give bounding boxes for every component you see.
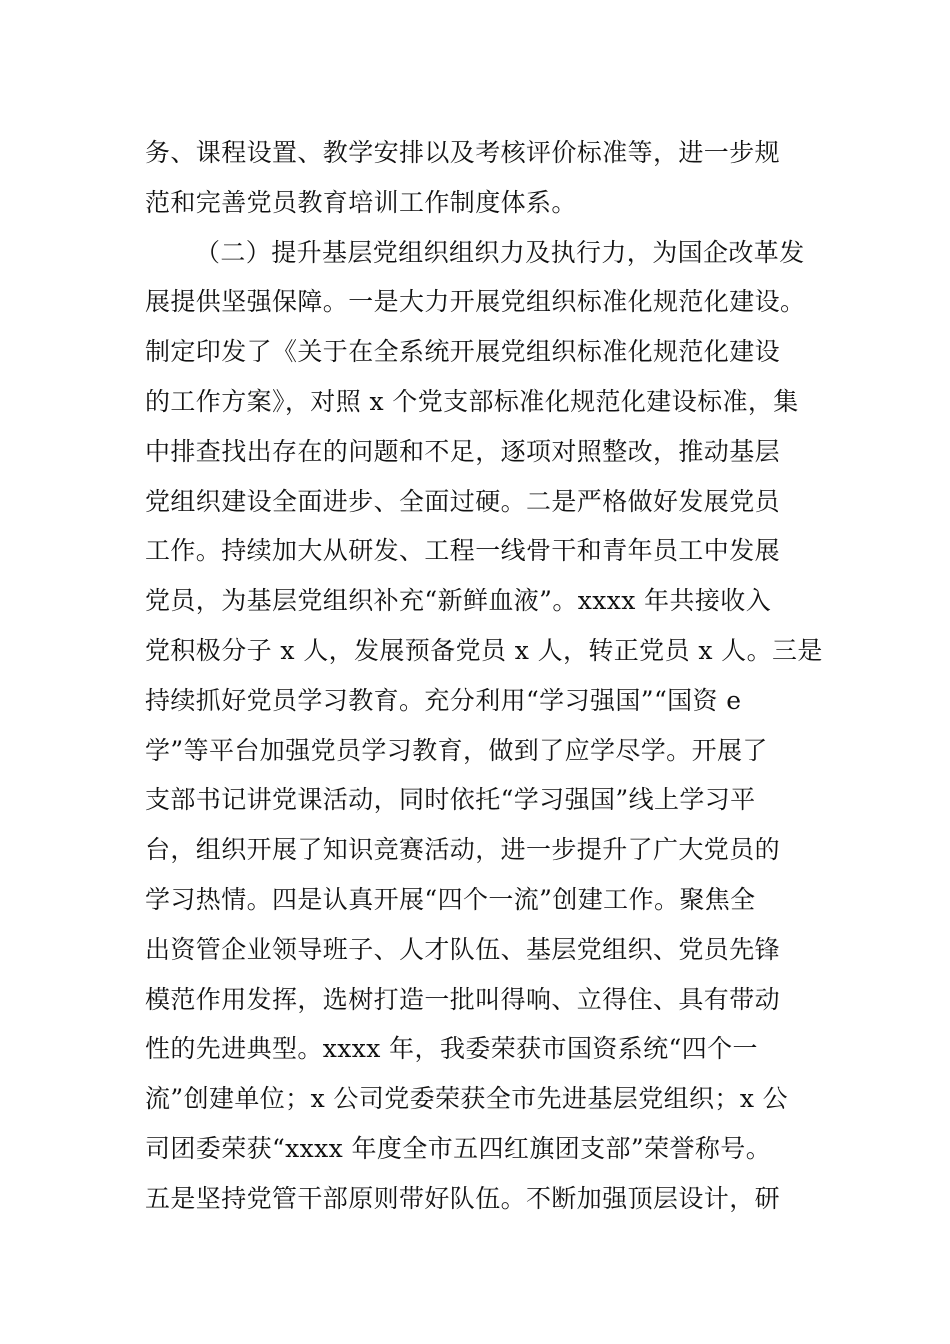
text-line-11: 党积极分子 x 人，发展预备党员 x 人，转正党员 x 人。三是	[145, 635, 823, 665]
text-line-1: 务、课程设置、教学安排以及考核评价标准等，进一步规	[145, 138, 781, 167]
text-line-21: 司团委荣获“xxxx 年度全市五四红旗团支部”荣誉称号。	[145, 1133, 772, 1163]
text-line-10: 党员，为基层党组织补充“新鲜血液”。xxxx 年共接收入	[145, 586, 772, 616]
text-line-8: 党组织建设全面进步、全面过硬。二是严格做好发展党员	[145, 486, 781, 516]
text-line-12: 持续抓好党员学习教育。充分利用“学习强国”“国资 e	[145, 685, 742, 715]
body-text	[145, 128, 825, 1224]
text-line-4: 展提供坚强保障。一是大力开展党组织标准化规范化建设。	[145, 287, 806, 317]
text-line-16: 学习热情。四是认真开展“四个一流”创建工作。聚焦全	[145, 884, 756, 914]
text-line-2: 范和完善党员教育培训工作制度体系。	[145, 187, 577, 217]
text-line-19: 性的先进典型。xxxx 年，我委荣获市国资系统“四个一	[145, 1034, 758, 1064]
text-line-17: 出资管企业领导班子、人才队伍、基层党组织、党员先锋	[145, 934, 781, 964]
text-line-13: 学”等平台加强党员学习教育，做到了应学尽学。开展了	[145, 735, 768, 765]
section-heading-line: （二）提升基层党组织组织力及执行力，为国企改革发	[195, 237, 805, 267]
text-line-20: 流”创建单位；x 公司党委荣获全市先进基层党组织；x 公	[145, 1084, 789, 1114]
text-line-9: 工作。持续加大从研发、工程一线骨干和青年员工中发展	[145, 536, 781, 566]
text-line-22: 五是坚持党管干部原则带好队伍。不断加强顶层设计，研	[145, 1183, 781, 1213]
text-line-18: 模范作用发挥，选树打造一批叫得响、立得住、具有带动	[145, 984, 781, 1014]
text-line-6: 的工作方案》，对照 x 个党支部标准化规范化建设标准，集	[145, 386, 799, 416]
text-line-14: 支部书记讲党课活动，同时依托“学习强国”线上学习平	[145, 785, 756, 815]
text-line-5: 制定印发了《关于在全系统开展党组织标准化规范化建设	[145, 337, 781, 367]
text-line-15: 台，组织开展了知识竞赛活动，进一步提升了广大党员的	[145, 835, 781, 865]
text-line-7: 中排查找出存在的问题和不足，逐项对照整改，推动基层	[145, 436, 781, 466]
